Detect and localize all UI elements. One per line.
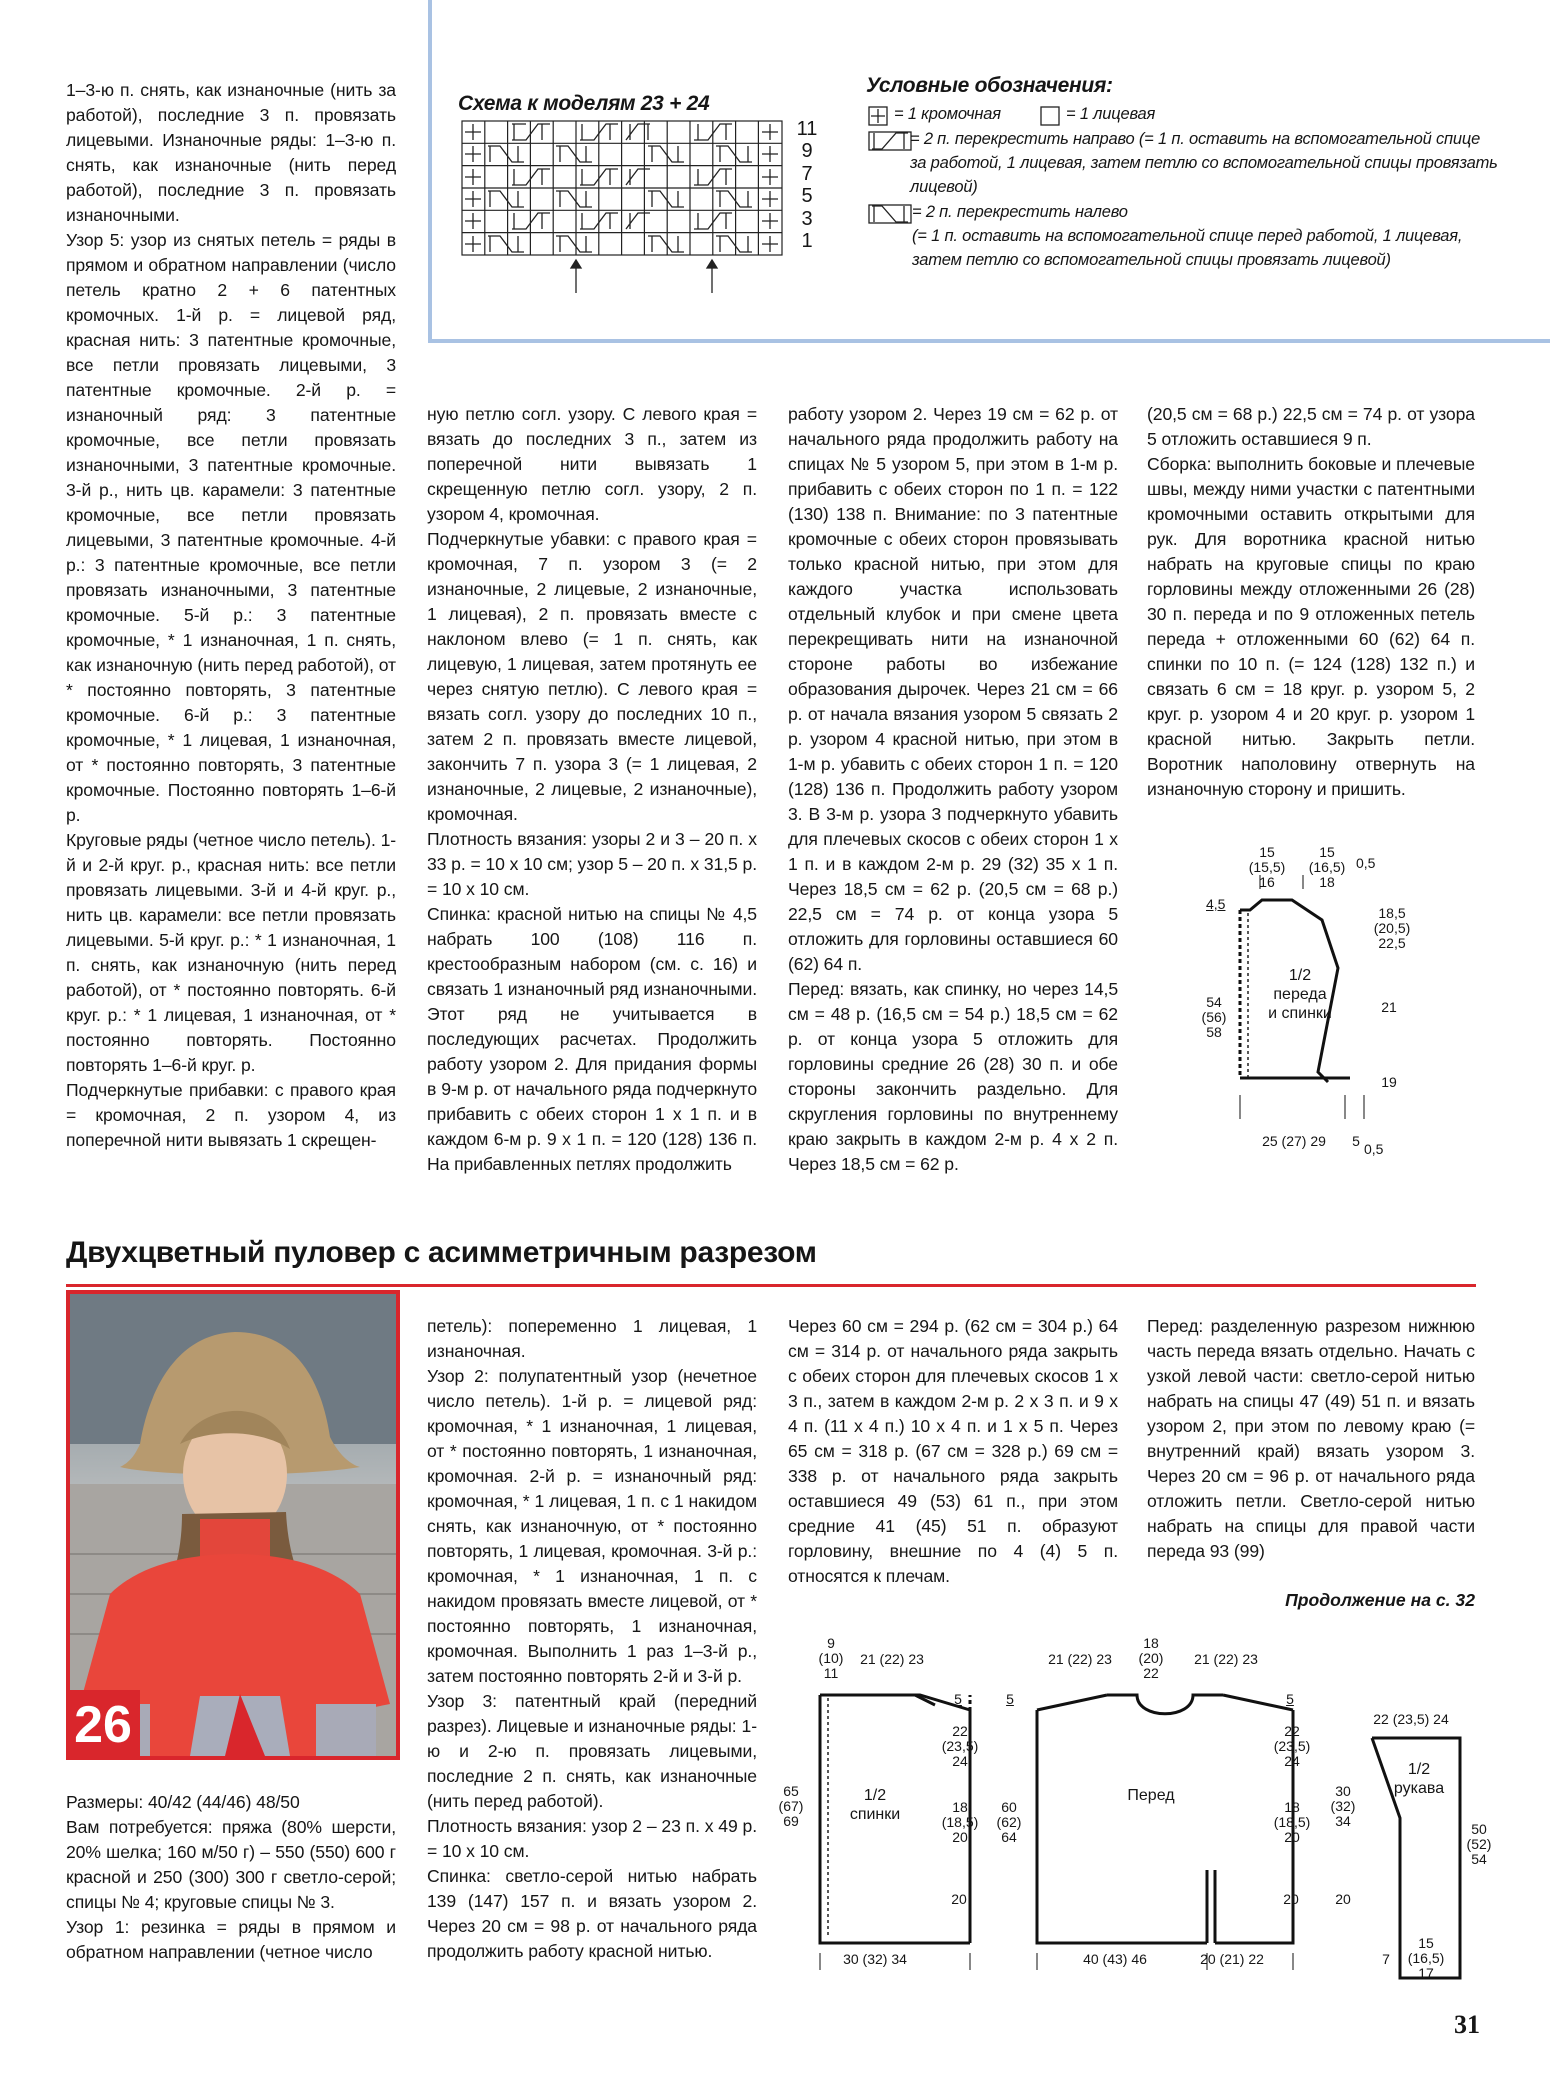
cross-left-symbol — [868, 204, 912, 224]
column-3: работу узором 2. Через 19 см = 62 р. от начального ряда продолжить работу на спицах № 5 узором 5, при этом в 1-м р. прибавить с обеих сторон по 1 п. = 122 (130) 138 п. Внимание: по 3 патентные кромочные с обеих сторон провязывать только красной нитью, при этом для каждого участка использовать отдельный клубок и при смене цвета перекрещивать нити на изнаночной стороне работы во избежание образования дырочек. Через 21 см = 66 р. от начала вязания узором 5 связать 2 р. узором 4 красной нитью, при этом в 1-м р. убавить с обеих сторон 1 п. = 120 (128) 136 п. Продолжить работу узором 3. В 3-м р. узора 3 подчеркнуто убавить для плечевых скосов с обеих сторон 1 х 1 п. и в каждом 2-м р. 29 (32) 35 х 1 п. Через 18,5 см = 62 р. (20,5 см = 68 р.) 22,5 см = 74 р. от конца узора 5 отложить для горловины оставшиеся 60 (62) 64 п. Перед: вязать, как спинку, но через 14,5 см = 48 р. (16,5 см = 54 р.) 18,5 см = 62 р. от конца узора 5 отложить для горловины средние 26 (28) 30 п. и обе стороны закончить раздельно. Для скругления горловины по внутреннему краю закрыть в каждом 2-м р. 4 х 2 п. Через 18,5 см = 62 р. — [788, 404, 1118, 1174]
model-number: 26 — [74, 1696, 132, 1754]
cross-right-symbol — [868, 131, 912, 151]
front-s5r: 5 — [1286, 1691, 1294, 1707]
bottom-left-column: Размеры: 40/42 (44/46) 48/50 Вам потребуется: пряжа (80% шерсти, 20% шелка; 160 м/50 г) – 550 (550) 600 г красной и 250 (300) 300 г светло-серой; спицы № 4; круговые спицы № 3. Узор 1: резинка = ряды в прямом и обратном направлении (четное число — [66, 1792, 396, 1962]
knit-stitch-symbol — [1040, 106, 1060, 126]
front-bottom-right: 20 (21) 22 — [1200, 1951, 1264, 1967]
front-s22: 22 (23,5) 24 — [1273, 1723, 1311, 1769]
schematic-armhole: 18,5 (20,5) 22,5 — [1373, 905, 1411, 951]
row-number: 7 — [801, 162, 813, 185]
legend-cross-left: = 2 п. перекрестить налево (= 1 п. оставить на вспомогательной спице перед работой, 1 лицевая, затем петлю со вспомогательной спицы провязать лицевой) — [912, 203, 1463, 269]
front-neck: 18 (20) 22 — [1138, 1635, 1164, 1681]
schematic-w2: 15 (16,5) 18 — [1308, 844, 1346, 890]
back-s22: 22 (23,5) 24 — [941, 1723, 979, 1769]
schematic-label: 1/2 переда и спинки — [1268, 967, 1332, 1022]
row-number: 11 — [796, 118, 818, 140]
row-number: 1 — [801, 230, 813, 253]
chart-arrows — [571, 260, 717, 293]
section-title-rule — [66, 1284, 1476, 1287]
model-photo — [66, 1290, 400, 1760]
edge-stitch-symbol — [868, 106, 888, 126]
bottom-column-4: Перед: разделенную разрезом нижнюю часть переда вязать отдельно. Начать с узкой левой части: светло-серой нитью набрать на спицы 47 (49) 51 п. и вязать узором 2, при этом по левому краю (= внутренний край) вязать узором 3. Через 20 см = 96 р. от начального ряда отложить петли. Светло-серой нитью набрать на спицы для правой части переда 93 (99) — [1147, 1316, 1475, 1561]
blue-frame-bottom — [428, 339, 1550, 343]
schematic-s21: 21 — [1381, 999, 1397, 1015]
row-number: 5 — [801, 185, 813, 208]
front-s5l: 5 — [1006, 1691, 1014, 1707]
legend-title: Условные обозначения: — [866, 74, 1113, 97]
front-top-left: 21 (22) 23 — [1048, 1651, 1112, 1667]
column-4: (20,5 см = 68 р.) 22,5 см = 74 р. от узора 5 отложить оставшиеся 9 п. Сборка: выполнить боковые и плечевые швы, между ними участки с патентными кромочными оставить открытыми для рук. Для воротника красной нитью набрать на круговые спицы по краю горловины между отложенными 26 (28) 30 п. переда и по 9 отложенных петель переда + отложенными 60 (62) 64 п. спинки по 10 п. (= 124 (128) 132 п.) и связать 6 см = 18 круг. р. узором 5, 2 круг. р. узором 4 и 20 круг. р. узором 1 красной нитью. Закрыть петли. Воротник наполовину отвернуть на изнаночную сторону и пришить. — [1147, 404, 1475, 799]
chart-title: Схема к моделям 23 + 24 — [458, 92, 710, 115]
chart-grid — [462, 121, 782, 255]
schematic-b5: 5 — [1352, 1133, 1360, 1149]
bottom-column-2: петель): попеременно 1 лицевая, 1 изнаночная. Узор 2: полупатентный узор (нечетное число петель). 1-й р. = лицевой ряд: кромочная, * 1 изнаночная, 1 лицевая, от * постоянно повторять, 1 изнаночная, кромочная. 2-й р. = изнаночный ряд: кромочная, * 1 лицевая, 1 п. с 1 накидом снять, как изнаночную, от * постоянно повторять, 1 лицевая, кромочная. 3-й р.: кромочная, * 1 изнаночная, 1 п. с накидом провязать вместе лицевой, от * постоянно повторять, 1 изнаночная, кромочная. Выполнить 1 раз 1–3-й р., затем постоянно повторять 2-й и 3-й р. Узор 3: патентный край (передний разрез). Лицевые и изнаночные ряды: 1-ю и 2-ю п. провязать лицевыми, последние 2 п. снять, как изнаночные (нить перед работой). Плотность вязания: узор 2 – 23 п. х 49 р. = 10 х 10 см. Спинка: светло-серой нитью набрать 139 (147) 157 п. и вязать узором 2. Через 20 см = 98 р. от начального ряда продолжить работу красной нитью. — [427, 1316, 757, 1961]
front-top-right: 21 (22) 23 — [1194, 1651, 1258, 1667]
model-number-badge — [66, 1690, 140, 1760]
sleeve-height: 50 (52) 54 — [1466, 1821, 1492, 1867]
knitting-chart — [460, 118, 790, 298]
schematic-d05b: 0,5 — [1364, 1141, 1384, 1157]
back-top-right: 21 (22) 23 — [860, 1651, 924, 1667]
sleeve-s7: 7 — [1382, 1951, 1390, 1967]
schematic-w1: 15 (15,5) 16 — [1248, 844, 1286, 890]
schematic-s19: 19 — [1381, 1074, 1397, 1090]
schematic-height: 54 (56) 58 — [1201, 994, 1227, 1040]
legend-cross-right: = 2 п. перекрестить направо (= 1 п. оставить на вспомогательной спице за работой, 1 лицевая, затем петлю со вспомогательной спицы провязать лицевой) — [910, 130, 1498, 196]
sleeve-s30: 30 (32) 34 — [1330, 1783, 1356, 1829]
sleeve-top: 22 (23,5) 24 — [1373, 1711, 1449, 1727]
back-top-left: 9 (10) 11 — [818, 1635, 844, 1681]
bottom-column-3: Через 60 см = 294 р. (62 см = 304 р.) 64 см = 314 р. от начального ряда закрыть с обеих сторон для плечевых скосов 1 х 3 п., затем в каждом 2-м р. 2 х 3 п. и 9 х 4 п. (11 х 4 п.) 10 х 4 п. и 1 х 5 п. Через 65 см = 318 р. (67 см = 328 р.) 69 см = 338 р. от начального ряда закрыть оставшиеся 49 (53) 61 п., при этом средние 41 (45) 51 п. образуют горловину, внешние по 4 (4) 5 п. относятся к плечам. — [788, 1316, 1118, 1586]
back-height: 65 (67) 69 — [778, 1783, 804, 1829]
page-number: 31 — [1454, 2010, 1480, 2039]
schematic-d05a: 0,5 — [1356, 855, 1376, 871]
front-bottom-left: 40 (43) 46 — [1083, 1951, 1147, 1967]
sleeve-s15: 15 (16,5) 17 — [1407, 1935, 1445, 1981]
legend-edge: = 1 кромочная — [894, 105, 1001, 123]
schematic-d45: 4,5 — [1206, 896, 1226, 912]
front-height: 60 (62) 64 — [996, 1799, 1022, 1845]
back-label: 1/2 спинки — [849, 1787, 901, 1823]
blue-frame-left — [428, 0, 432, 343]
front-s20b: 20 — [1335, 1891, 1351, 1907]
back-s18: 18 (18,5) 20 — [941, 1799, 979, 1845]
column-2: ную петлю согл. узору. С левого края = вязать до последних 3 п., затем из поперечной нити вывязать 1 скрещенную петлю согл. узору, 2 п. узором 4, кромочная. Подчеркнутые убавки: с правого края = кромочная, 7 п. узором 3 (= 2 изнаночные, 2 лицевые, 2 изнаночные, 1 лицевая), 2 п. провязать вместе с наклоном влево (= 1 п. снять, как лицевую, 1 лицевая, затем протянуть ее через снятую петлю). С левого края = вязать согл. узору до последних 10 п., затем 2 п. провязать вместе лицевой, закончить 7 п. узора 3 (= 1 лицевая, 2 изнаночные, 2 лицевые, 2 изнаночные), кромочная. Плотность вязания: узоры 2 и 3 – 20 п. х 33 р. = 10 х 10 см; узор 5 – 20 п. х 31,5 р. = 10 х 10 см. Спинка: красной нитью на спицы № 4,5 набрать 100 (108) 116 п. крестообразным набором (см. с. 16) и связать 1 изнаночный ряд изнаночными. Этот ряд не учитывается в последующих расчетах. Продолжить работу узором 2. Для придания формы в 9-м р. от начального ряда подчеркнуто прибавить с обеих сторон 1 х 1 п. и в каждом 6-м р. 9 х 1 п. = 120 (128) 136 п. На прибавленных петлях продолжить — [427, 404, 757, 1174]
legend-knit: = 1 лицевая — [1066, 105, 1156, 123]
back-bottom: 30 (32) 34 — [843, 1951, 907, 1967]
front-s20: 20 — [1283, 1891, 1299, 1907]
back-s5: 5 — [954, 1691, 962, 1707]
photo-illustration — [70, 1294, 396, 1756]
sleeve-label: 1/2 рукава — [1393, 1761, 1445, 1797]
front-s18: 18 (18,5) 20 — [1273, 1799, 1311, 1845]
top-left-column: 1–3-ю п. снять, как изнаночные (нить за работой), последние 3 п. провязать лицевыми. Изнаночные ряды: 1–3-ю п. снять, как изнаночные (нить перед работой), последние 3 п. провязать изнаночными. Узор 5: узор из снятых петель = ряды в прямом и обратном направлении (число петель кратно 2 + 6 патентных кромочных. 1-й р. = лицевой ряд, красная нить: 3 патентные кромочные, все петли провязать лицевыми, 3 патентные кромочные. 2-й р. = изнаночный ряд: 3 патентные кромочные, все петли провязать изнаночными, 3 патентные кромочные. 3-й р., нить цв. карамели: 3 патентные кромочные, все петли провязать лицевыми, 3 патентные кромочные. 4-й р.: 3 патентные кромочные, все петли провязать изнаночными, 3 патентные кромочные. 5-й р.: 3 патентные кромочные, * 1 изнаночная, 1 п. снять, как изнаночную (нить перед работой), от * постоянно повторять, 3 патентные кромочные. 6-й р.: 3 патентные кромочные, * 1 лицевая, 1 изнаночная, от * постоянно повторять, 3 патентные кромочные. Постоянно повторять 1–6-й р. Круговые ряды (четное число петель). 1-й и 2-й круг. р., красная нить: все петли провязать лицевыми. 3-й и 4-й круг. р., нить цв. карамели: все петли провязать лицевыми. 5-й круг. р.: * 1 изнаночная, 1 п. снять, как изнаночную (нить перед работой), от * постоянно повторять. 6-й круг. р.: * 1 лицевая, 1 изнаночная, от * постоянно повторять. Постоянно повторять 1–6-й круг. р. Подчеркнутые прибавки: с правого края = кромочная, 2 п. узором 4, из поперечной нити вывязать 1 скрещен- — [66, 80, 397, 1150]
continued-note: Продолжение на с. 32 — [1285, 1590, 1475, 1610]
schematic-bottom: 25 (27) 29 — [1262, 1133, 1326, 1149]
back-s20: 20 — [951, 1891, 967, 1907]
chart-row-numbers — [792, 118, 822, 252]
front-label: Перед — [1127, 1787, 1175, 1804]
row-number: 3 — [801, 207, 813, 230]
row-number: 9 — [801, 140, 813, 163]
section-title: Двухцветный пуловер с асимметричным разрезом — [66, 1236, 817, 1269]
